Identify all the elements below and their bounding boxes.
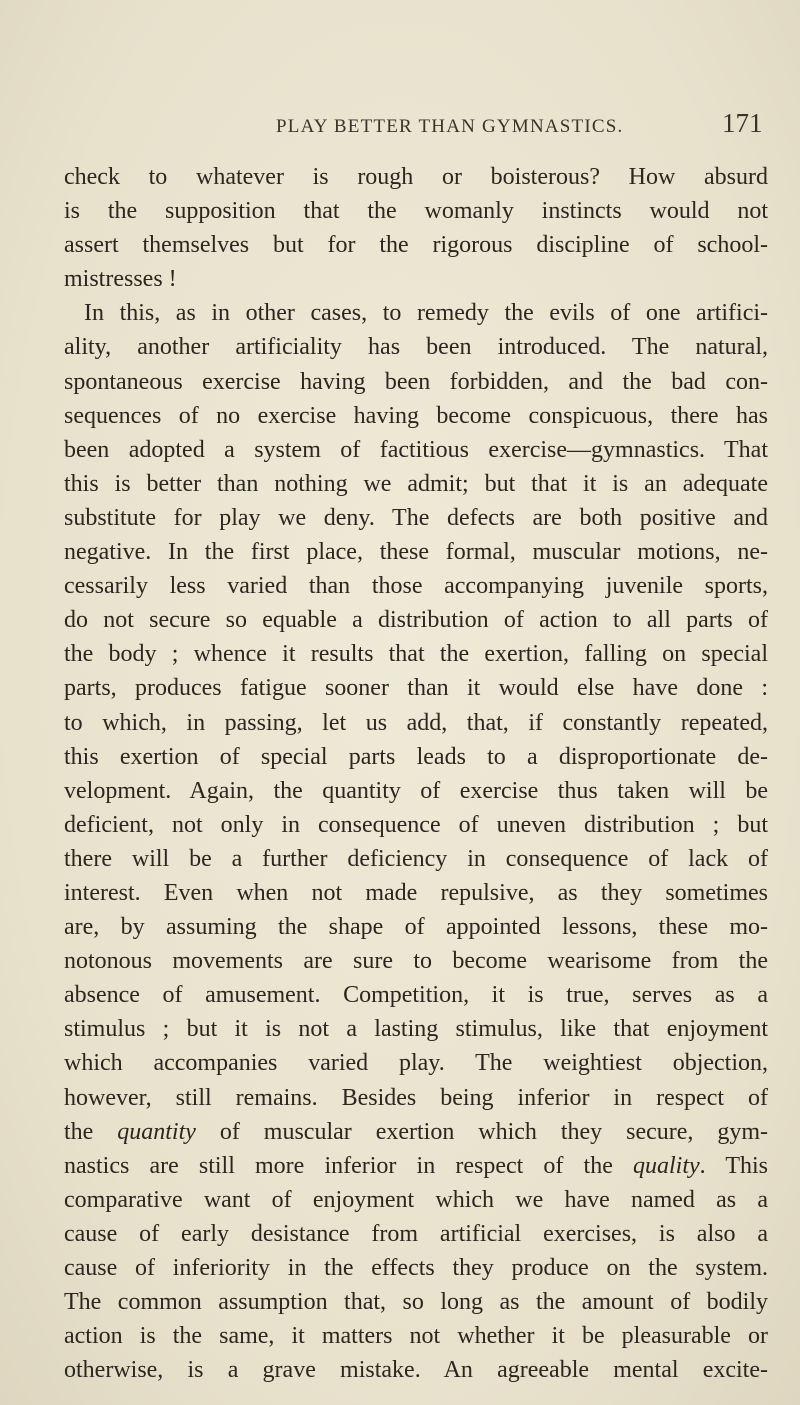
text-line: stimulus ; but it is not a lasting stimulus, like that enjoyment (64, 1016, 768, 1043)
text-segment: of muscular exertion which they secure, gym- (195, 1118, 768, 1145)
text-line: the body ; whence it results that the exertion, falling on special (64, 641, 768, 668)
text-line: are, by assuming the shape of appointed lessons, these mo- (64, 914, 768, 941)
text-line: this is better than nothing we admit; but that it is an adequate (64, 470, 768, 497)
text-line: to which, in passing, let us add, that, if constantly repeated, (64, 709, 768, 736)
text-line: velopment. Again, the quantity of exercise thus taken will be (64, 777, 768, 804)
text-line: do not secure so equable a distribution of action to all parts of (64, 607, 768, 634)
paragraph-start-line: In this, as in other cases, to remedy the evils of one artifici- (84, 300, 768, 327)
text-line: cause of early desistance from artificial exercises, is also a (64, 1220, 768, 1247)
text-line-with-italic (64, 1115, 768, 1149)
text-line: substitute for play we deny. The defects are both positive and (64, 504, 768, 531)
text-line: absence of amusement. Competition, it is true, serves as a (64, 982, 768, 1009)
text-line: spontaneous exercise having been forbidden, and the bad con- (64, 368, 768, 395)
body-text (64, 160, 768, 1387)
text-line: been adopted a system of factitious exercise—gymnastics. That (64, 436, 768, 463)
text-line: deficient, not only in consequence of uneven distribution ; but (64, 811, 768, 838)
text-line: sequences of no exercise having become conspicuous, there has (64, 402, 768, 429)
text-segment: nastics are still more inferior in respect of the (64, 1152, 633, 1179)
text-segment: . This (699, 1152, 769, 1179)
text-line: comparative want of enjoyment which we have named as a (64, 1186, 768, 1213)
text-line: interest. Even when not made repulsive, as they sometimes (64, 879, 768, 906)
text-line: mistresses ! (64, 266, 177, 293)
text-line: negative. In the first place, these formal, muscular motions, ne- (64, 539, 768, 566)
text-line: is the supposition that the womanly instincts would not (64, 198, 768, 225)
italic-word: quantity (117, 1118, 196, 1145)
text-line: cause of inferiority in the effects they produce on the system. (64, 1255, 768, 1281)
text-line: assert themselves but for the rigorous discipline of school- (64, 232, 768, 259)
text-line-with-italic (64, 1149, 768, 1183)
text-line: ality, another artificiality has been introduced. The natural, (64, 334, 768, 361)
text-line: check to whatever is rough or boisterous? How absurd (64, 164, 768, 190)
page-number: 171 (722, 108, 763, 138)
text-line: notonous movements are sure to become wearisome from the (64, 948, 768, 975)
page-header (0, 108, 800, 148)
text-line: parts, produces fatigue sooner than it would else have done : (64, 675, 768, 702)
text-line: however, still remains. Besides being inferior in respect of (64, 1084, 768, 1111)
text-segment: the (64, 1118, 118, 1145)
text-line: The common assumption that, so long as the amount of bodily (64, 1289, 768, 1316)
text-line: which accompanies varied play. The weightiest objection, (64, 1050, 768, 1077)
text-line: there will be a further deficiency in consequence of lack of (64, 845, 768, 872)
text-line: cessarily less varied than those accompanying juvenile sports, (64, 573, 768, 600)
text-line: this exertion of special parts leads to a disproportionate de- (64, 743, 768, 770)
text-line: otherwise, is a grave mistake. An agreeable mental excite- (64, 1357, 768, 1384)
italic-word: quality (632, 1152, 700, 1179)
text-line: action is the same, it matters not whether it be pleasurable or (64, 1323, 768, 1350)
running-head: PLAY BETTER THAN GYMNASTICS. (276, 116, 624, 137)
